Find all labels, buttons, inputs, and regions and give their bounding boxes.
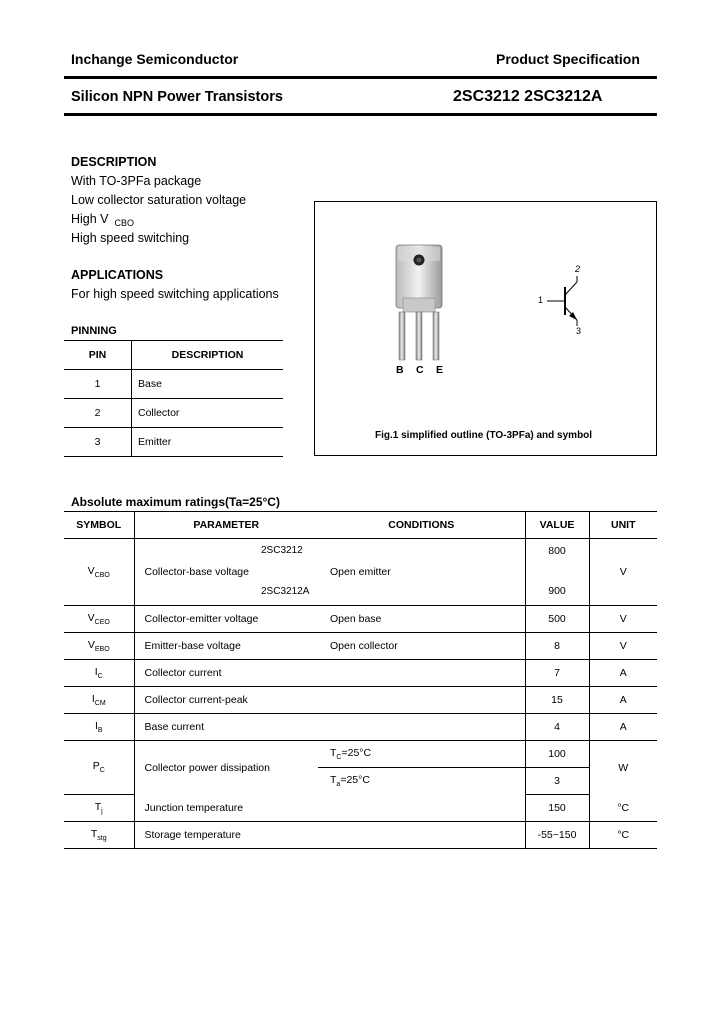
application-item: For high speed switching applications <box>71 287 279 301</box>
table-row <box>64 687 657 714</box>
value-cell: 150 <box>525 795 589 822</box>
symbol-letter: V <box>87 564 95 577</box>
condition-cell <box>318 714 525 741</box>
value-cell: 8 <box>525 633 589 660</box>
symbol-subscript: stg <box>97 835 107 843</box>
symbol-cell <box>64 714 134 741</box>
symbol-letter: I <box>91 692 95 705</box>
symbol-letter: V <box>87 611 95 624</box>
symbol-cell <box>64 539 134 606</box>
table-row <box>64 660 657 687</box>
package-outline-illustration <box>315 202 656 455</box>
condition-cell <box>318 768 525 795</box>
unit-cell: V <box>589 633 657 660</box>
condition-subscript: a <box>336 781 341 789</box>
description-title: DESCRIPTION <box>71 155 157 169</box>
feature-item <box>71 212 135 228</box>
condition-cell <box>318 822 525 849</box>
product-line: Silicon NPN Power Transistors <box>71 89 283 105</box>
condition-subscript: C <box>336 754 342 762</box>
condition-value: =25°C <box>340 774 370 787</box>
symbol-subscript: B <box>97 727 103 735</box>
value-cell: 500 <box>525 606 589 633</box>
company-name: Inchange Semiconductor <box>71 51 239 67</box>
pin-letter-b: B <box>396 364 404 376</box>
condition-value: =25°C <box>341 746 372 759</box>
symbol-label-2: 2 <box>575 264 581 274</box>
description-header: DESCRIPTION <box>132 341 284 370</box>
condition-symbol: T <box>330 746 337 759</box>
table-row <box>64 428 283 457</box>
feature-item: High speed switching <box>71 231 190 245</box>
unit-header: UNIT <box>589 512 657 539</box>
condition-cell <box>318 687 525 714</box>
symbol-letter: I <box>94 719 98 732</box>
symbol-letter: P <box>92 760 100 773</box>
value-cell: 15 <box>525 687 589 714</box>
pin-number: 1 <box>64 370 132 399</box>
table-row <box>64 633 657 660</box>
parameter-cell: Storage temperature <box>134 822 318 849</box>
table-row <box>64 370 283 399</box>
ratings-title <box>71 495 280 509</box>
ratings-title-unit: °C) <box>262 495 280 509</box>
ratings-table <box>64 511 657 849</box>
symbol-header: SYMBOL <box>64 512 134 539</box>
feature-item: With TO-3PFa package <box>71 174 202 188</box>
value-cell: 900 <box>525 571 589 606</box>
value-header: VALUE <box>525 512 589 539</box>
symbol-letter: V <box>87 638 95 651</box>
table-row <box>64 714 657 741</box>
parameter-cell: Collector current <box>134 660 318 687</box>
table-row <box>64 741 657 768</box>
part-numbers: 2SC3212 2SC3212A <box>453 88 603 105</box>
value-cell: 4 <box>525 714 589 741</box>
pin-description: Base <box>132 370 284 399</box>
symbol-label-3: 3 <box>576 326 582 336</box>
pin-letter-e: E <box>436 364 444 376</box>
pinning-table <box>64 340 283 457</box>
table-row <box>64 539 657 572</box>
table-row <box>64 399 283 428</box>
value-cell: -55~150 <box>525 822 589 849</box>
unit-cell: A <box>589 660 657 687</box>
symbol-letter: I <box>94 665 98 678</box>
parameter-header: PARAMETER <box>134 512 318 539</box>
doc-type: Product Specification <box>496 51 640 67</box>
unit-cell: A <box>589 714 657 741</box>
variant-cell: 2SC3212A <box>261 571 318 606</box>
symbol-cell <box>64 633 134 660</box>
pin-number: 3 <box>64 428 132 457</box>
condition-symbol: T <box>330 774 337 787</box>
pin-description: Emitter <box>132 428 284 457</box>
symbol-subscript: EBO <box>94 646 110 654</box>
condition-cell: Open emitter <box>318 539 525 606</box>
symbol-subscript: CBO <box>94 572 110 580</box>
feature-item: Low collector saturation voltage <box>71 193 247 207</box>
table-row <box>64 822 657 849</box>
symbol-subscript: C <box>97 673 103 681</box>
symbol-letter: T <box>94 800 102 813</box>
symbol-cell <box>64 660 134 687</box>
header-rule-top <box>64 76 657 79</box>
ratings-title-text: Absolute maximum ratings(Ta=25 <box>71 495 263 509</box>
condition-cell <box>318 660 525 687</box>
header-rule-bottom <box>64 113 657 116</box>
symbol-label-1: 1 <box>538 295 544 305</box>
symbol-subscript: CM <box>94 700 106 708</box>
pin-header: PIN <box>64 341 132 370</box>
applications-title: APPLICATIONS <box>71 268 164 282</box>
figure-caption: Fig.1 simplified outline (TO-3PFa) and symbol <box>375 430 593 441</box>
symbol-cell <box>64 687 134 714</box>
unit-cell: °C <box>589 822 657 849</box>
symbol-subscript: C <box>99 767 105 775</box>
symbol-cell <box>64 822 134 849</box>
parameter-cell: Base current <box>134 714 318 741</box>
value-cell: 7 <box>525 660 589 687</box>
symbol-cell <box>64 606 134 633</box>
value-cell: 100 <box>525 741 589 768</box>
symbol-cell <box>64 741 134 795</box>
parameter-cell: Collector-emitter voltage <box>134 606 318 633</box>
symbol-cell <box>64 795 134 822</box>
unit-cell: V <box>589 539 657 606</box>
condition-cell: Open base <box>318 606 525 633</box>
condition-cell <box>318 795 525 822</box>
value-cell: 800 <box>525 539 589 572</box>
conditions-header: CONDITIONS <box>318 512 525 539</box>
parameter-cell: Collector power dissipation <box>144 761 270 774</box>
value-cell: 3 <box>525 768 589 795</box>
parameter-cell: Emitter-base voltage <box>134 633 318 660</box>
feature-text: High V <box>71 212 109 226</box>
pin-letter-c: C <box>416 364 424 376</box>
condition-cell: Open collector <box>318 633 525 660</box>
unit-cell: °C <box>589 795 657 822</box>
symbol-subscript: CEO <box>94 619 110 627</box>
pin-description: Collector <box>132 399 284 428</box>
symbol-letter: T <box>90 827 98 840</box>
v-subscript: CBO <box>114 218 135 228</box>
parameter-cell: Collector current-peak <box>134 687 318 714</box>
unit-cell: A <box>589 687 657 714</box>
table-row <box>64 606 657 633</box>
symbol-subscript: j <box>101 808 103 816</box>
pin-number: 2 <box>64 399 132 428</box>
table-row <box>64 795 657 822</box>
unit-cell: W <box>618 761 629 774</box>
condition-cell <box>318 741 525 768</box>
parameter-cell: Junction temperature <box>134 795 318 822</box>
figure-box <box>314 201 657 456</box>
variant-cell: 2SC3212 <box>261 545 303 556</box>
pinning-title: PINNING <box>71 325 117 337</box>
parameter-cell: Collector-base voltage <box>134 539 261 606</box>
unit-cell: V <box>589 606 657 633</box>
